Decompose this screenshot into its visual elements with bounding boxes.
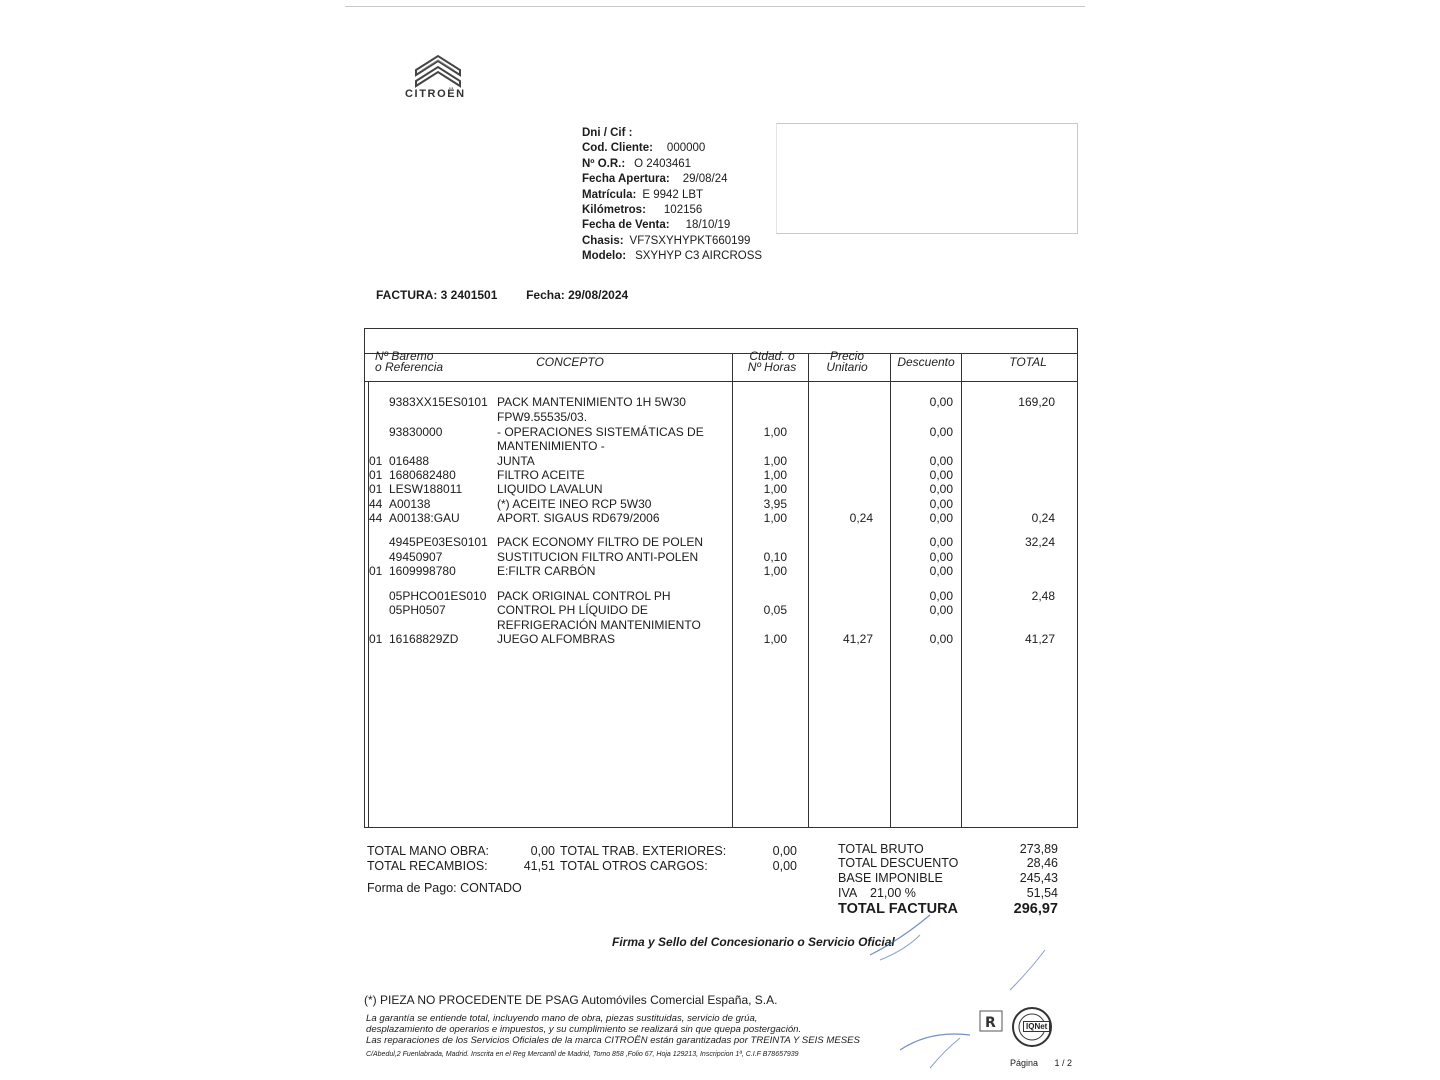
apertura-value: 29/08/24 bbox=[682, 173, 728, 186]
base-label: BASE IMPONIBLE bbox=[838, 871, 943, 885]
brand-name: CITROËN bbox=[405, 88, 466, 100]
cell-concept: LIQUIDO LAVALUN bbox=[497, 482, 603, 496]
cell-concept: FILTRO ACEITE bbox=[497, 468, 585, 482]
forma-pago-label: Forma de Pago: bbox=[367, 881, 457, 895]
forma-pago bbox=[367, 881, 522, 895]
cell-quantity: 0,05 bbox=[763, 603, 787, 617]
cell-discount: 0,00 bbox=[929, 395, 953, 409]
or-value: O 2403461 bbox=[634, 157, 692, 170]
garantia-line-1: La garantía se entiende total, incluyendo mano de obra, piezas sustituidas, servicio de grúa, bbox=[366, 1013, 758, 1024]
cell-concept: MANTENIMIENTO - bbox=[497, 439, 605, 453]
header-precio: Precio Unitario bbox=[826, 349, 868, 374]
cell-reference: 1680682480 bbox=[389, 468, 456, 482]
apertura-label: Fecha Apertura: bbox=[582, 173, 670, 186]
cell-total: 0,24 bbox=[1031, 511, 1055, 525]
cell-unit-price: 0,24 bbox=[849, 511, 873, 525]
cell-concept: REFRIGERACIÓN MANTENIMIENTO bbox=[497, 618, 701, 632]
cell-code: 44 bbox=[369, 511, 383, 525]
cell-code: 44 bbox=[369, 497, 383, 511]
cell-discount: 0,00 bbox=[929, 632, 953, 646]
cell-reference: A00138:GAU bbox=[389, 511, 460, 525]
header-ref: Nº Baremo o Referencia bbox=[375, 349, 444, 374]
cell-concept: - OPERACIONES SISTEMÁTICAS DE bbox=[497, 425, 704, 439]
header-descuento: Descuento bbox=[897, 355, 955, 369]
recambios-value: 41,51 bbox=[523, 859, 555, 873]
vehicle-info bbox=[582, 126, 762, 265]
cell-concept: CONTROL PH LÍQUIDO DE bbox=[497, 603, 648, 617]
cell-total: 32,24 bbox=[1024, 535, 1055, 549]
modelo-label: Modelo: bbox=[582, 250, 627, 263]
firma-sello-caption: Firma y Sello del Concesionario o Servicio Oficial bbox=[612, 935, 895, 949]
cell-reference: 93830000 bbox=[389, 425, 443, 439]
invoice-lines-table bbox=[364, 328, 1078, 828]
table-header-rule-top bbox=[365, 353, 1077, 354]
cell-code: 01 bbox=[369, 482, 383, 496]
factura-number: 3 2401501 bbox=[440, 288, 498, 302]
cliente-value: 000000 bbox=[666, 142, 706, 155]
chasis-value: VF7SXYHYPKT660199 bbox=[629, 234, 751, 247]
cell-discount: 0,00 bbox=[929, 454, 953, 468]
cell-quantity: 1,00 bbox=[763, 425, 787, 439]
table-inner-border bbox=[368, 381, 369, 827]
cell-concept: FPW9.55535/03. bbox=[497, 410, 588, 424]
km-label: Kilómetros: bbox=[582, 203, 646, 216]
descuento-label: TOTAL DESCUENTO bbox=[838, 856, 959, 870]
iva-value: 51,54 bbox=[1026, 886, 1058, 900]
invoice-header bbox=[376, 288, 628, 302]
total-factura-label: TOTAL FACTURA bbox=[838, 901, 959, 917]
iva-row bbox=[838, 886, 916, 900]
cell-unit-price: 41,27 bbox=[842, 632, 873, 646]
cell-discount: 0,00 bbox=[929, 603, 953, 617]
header-total: TOTAL bbox=[1009, 355, 1047, 369]
matricula-label: Matrícula: bbox=[582, 188, 637, 201]
cell-discount: 0,00 bbox=[929, 482, 953, 496]
bruto-value: 273,89 bbox=[1019, 842, 1058, 856]
cell-total: 2,48 bbox=[1031, 589, 1055, 603]
col-divider-concepto bbox=[732, 353, 733, 827]
descuento-value: 28,46 bbox=[1026, 856, 1058, 870]
cell-reference: LESW188011 bbox=[389, 482, 463, 496]
bruto-label: TOTAL BRUTO bbox=[838, 842, 924, 856]
matricula-value: E 9942 LBT bbox=[642, 188, 704, 201]
customer-address-box bbox=[776, 123, 1078, 234]
otros-label: TOTAL OTROS CARGOS: bbox=[560, 859, 708, 873]
cell-reference: 4945PE03ES0101 bbox=[389, 535, 488, 549]
modelo-value: SXYHYP C3 AIRCROSS bbox=[635, 250, 763, 263]
cell-concept: APORT. SIGAUS RD679/2006 bbox=[497, 511, 660, 525]
garantia-line-3: Las reparaciones de los Servicios Oficiales de la marca CITROËN están garantizadas por TREINTA Y SEIS MESES bbox=[366, 1035, 860, 1046]
factura-label: FACTURA: bbox=[376, 288, 438, 302]
iva-label: IVA bbox=[838, 886, 857, 900]
cell-code: 01 bbox=[369, 632, 383, 646]
cell-code: 01 bbox=[369, 468, 383, 482]
base-value: 245,43 bbox=[1019, 871, 1058, 885]
cell-quantity: 3,95 bbox=[763, 497, 787, 511]
cell-quantity: 1,00 bbox=[763, 632, 787, 646]
venta-value: 18/10/19 bbox=[685, 219, 731, 232]
citroen-logo-icon bbox=[410, 48, 466, 88]
cell-concept: JUEGO ALFOMBRAS bbox=[497, 632, 616, 646]
or-label: Nº O.R.: bbox=[582, 157, 626, 170]
iva-rate: 21,00 % bbox=[870, 886, 916, 900]
top-rule bbox=[345, 6, 1085, 7]
garantia-text bbox=[366, 1013, 860, 1046]
cell-discount: 0,00 bbox=[929, 535, 953, 549]
cell-discount: 0,00 bbox=[929, 497, 953, 511]
cell-reference: A00138 bbox=[389, 497, 431, 511]
fecha-value: 29/08/2024 bbox=[568, 288, 629, 302]
km-value: 102156 bbox=[663, 203, 703, 216]
total-factura-value: 296,97 bbox=[1013, 901, 1058, 917]
cell-reference: 05PH0507 bbox=[389, 603, 446, 617]
header-cantidad: Ctdad. o Nº Horas bbox=[747, 349, 797, 374]
cell-concept: PACK ORIGINAL CONTROL PH bbox=[497, 589, 671, 603]
cell-quantity: 1,00 bbox=[763, 468, 787, 482]
cell-concept: PACK MANTENIMIENTO 1H 5W30 bbox=[497, 395, 686, 409]
cell-discount: 0,00 bbox=[929, 550, 953, 564]
otros-value: 0,00 bbox=[772, 859, 797, 873]
cell-discount: 0,00 bbox=[929, 564, 953, 578]
pagina-value: 1 / 2 bbox=[1054, 1058, 1073, 1068]
cell-quantity: 0,10 bbox=[763, 550, 787, 564]
cell-concept: PACK ECONOMY FILTRO DE POLEN bbox=[497, 535, 704, 549]
forma-pago-value: CONTADO bbox=[460, 881, 522, 895]
iqnet-seal-label: IQNet bbox=[1023, 1021, 1050, 1032]
cell-reference: 49450907 bbox=[389, 550, 443, 564]
svg-text:R: R bbox=[985, 1015, 996, 1031]
col-divider-precio bbox=[890, 353, 891, 827]
col-divider-cantidad bbox=[808, 353, 809, 827]
cell-quantity: 1,00 bbox=[763, 511, 787, 525]
cell-discount: 0,00 bbox=[929, 589, 953, 603]
cell-concept: (*) ACEITE INEO RCP 5W30 bbox=[497, 497, 652, 511]
cell-discount: 0,00 bbox=[929, 511, 953, 525]
cell-reference: 05PHCO01ES010 bbox=[389, 589, 487, 603]
recambios-label: TOTAL RECAMBIOS: bbox=[367, 859, 488, 873]
registro-mercantil: C/Abedul,2 Fuenlabrada, Madrid. Inscrita en el Reg Mercantil de Madrid, Tomo 858 ,Folio 67, Hoja 129213, Inscripcion 1ª, C.I.F B78657939 bbox=[366, 1051, 799, 1058]
cell-code: 01 bbox=[369, 454, 383, 468]
table-header-rule-bottom bbox=[365, 381, 1077, 382]
cell-discount: 0,00 bbox=[929, 425, 953, 439]
cell-reference: 16168829ZD bbox=[389, 632, 459, 646]
cliente-label: Cod. Cliente: bbox=[582, 142, 653, 155]
cell-quantity: 1,00 bbox=[763, 564, 787, 578]
page-number bbox=[1010, 1058, 1072, 1068]
fecha-label: Fecha: bbox=[526, 288, 565, 302]
mano-obra-value: 0,00 bbox=[530, 844, 555, 858]
cell-concept: JUNTA bbox=[497, 454, 535, 468]
cell-discount: 0,00 bbox=[929, 468, 953, 482]
cell-concept: E:FILTR CARBÓN bbox=[497, 564, 596, 578]
pagina-label: Página bbox=[1010, 1058, 1039, 1068]
trab-ext-value: 0,00 bbox=[772, 844, 797, 858]
col-divider-descuento bbox=[961, 353, 962, 827]
cell-total: 169,20 bbox=[1018, 395, 1055, 409]
trab-ext-label: TOTAL TRAB. EXTERIORES: bbox=[560, 844, 727, 858]
pieza-note: (*) PIEZA NO PROCEDENTE DE PSAG Automóviles Comercial España, S.A. bbox=[364, 993, 778, 1007]
cell-code: 01 bbox=[369, 564, 383, 578]
venta-label: Fecha de Venta: bbox=[582, 219, 670, 232]
cell-total: 41,27 bbox=[1024, 632, 1055, 646]
cell-reference: 9383XX15ES0101 bbox=[389, 395, 488, 409]
cell-concept: SUSTITUCION FILTRO ANTI-POLEN bbox=[497, 550, 699, 564]
chasis-label: Chasis: bbox=[582, 234, 624, 247]
cell-reference: 016488 bbox=[389, 454, 430, 468]
header-concepto: CONCEPTO bbox=[536, 355, 604, 369]
cell-reference: 1609998780 bbox=[389, 564, 456, 578]
garantia-line-2: desplazamiento de operarios e impuestos, y su cumplimiento se realizará sin que quepa postergación. bbox=[366, 1024, 802, 1035]
cell-quantity: 1,00 bbox=[763, 482, 787, 496]
mano-obra-label: TOTAL MANO OBRA: bbox=[367, 844, 490, 858]
dni-label: Dni / Cif : bbox=[582, 127, 633, 139]
cell-quantity: 1,00 bbox=[763, 454, 787, 468]
